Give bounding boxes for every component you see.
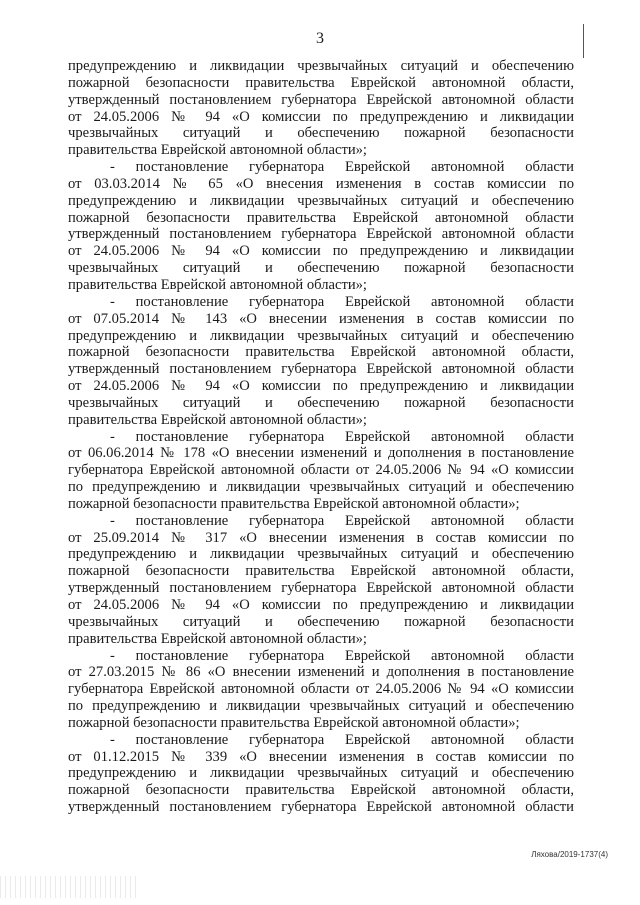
text-line: губернатора Еврейской автономной области от 24.05.2006 № 94 «О комиссии <box>68 681 574 698</box>
text-line: чрезвычайных ситуаций и обеспечению пожарной безопасности <box>68 125 574 142</box>
text-line: пожарной безопасности правительства Еврейской автономной области»; <box>68 714 520 731</box>
text-line: предупреждению и ликвидации чрезвычайных ситуаций и обеспечению <box>68 765 574 782</box>
margin-mark <box>583 24 584 58</box>
text-line: правительства Еврейской автономной области»; <box>68 276 367 293</box>
text-line: по предупреждению и ликвидации чрезвычайных ситуаций и обеспечению <box>68 698 574 715</box>
text-line: - постановление губернатора Еврейской автономной области <box>110 647 574 664</box>
text-line: от 03.03.2014 № 65 «О внесения изменения в состав комиссии по <box>68 175 574 192</box>
page-number: 3 <box>316 30 324 47</box>
text-line: предупреждению и ликвидации чрезвычайных ситуаций и обеспечению <box>68 546 574 563</box>
text-line: пожарной безопасности правительства Еврейской автономной области <box>68 209 574 226</box>
text-line: пожарной безопасности правительства Еврейской автономной области, <box>68 74 574 91</box>
text-line: утвержденный постановлением губернатора Еврейской автономной области <box>68 580 574 597</box>
text-line: губернатора Еврейской автономной области от 24.05.2006 № 94 «О комиссии <box>68 462 574 479</box>
text-line: пожарной безопасности правительства Еврейской автономной области»; <box>68 495 520 512</box>
text-line: от 24.05.2006 № 94 «О комиссии по предупреждению и ликвидации <box>68 597 574 613</box>
text-line: предупреждению и ликвидации чрезвычайных ситуаций и обеспечению <box>68 192 574 209</box>
text-line: чрезвычайных ситуаций и обеспечению пожарной безопасности <box>68 260 574 277</box>
text-line: чрезвычайных ситуаций и обеспечению пожарной безопасности <box>68 394 574 411</box>
text-line: от 24.05.2006 № 94 «О комиссии по предупреждению и ликвидации <box>68 378 574 395</box>
text-line: утвержденный постановлением губернатора Еврейской автономной области <box>68 361 574 378</box>
text-line: - постановление губернатора Еврейской автономной области <box>110 293 574 310</box>
text-line: от 07.05.2014 № 143 «О внесении изменения в состав комиссии по <box>68 310 574 327</box>
text-line: - постановление губернатора Еврейской автономной области <box>110 512 574 529</box>
text-line: правительства Еврейской автономной области»; <box>68 630 367 647</box>
text-line: правительства Еврейской автономной области»; <box>68 142 367 159</box>
text-line: предупреждению и ликвидации чрезвычайных ситуаций и обеспечению <box>68 327 574 344</box>
text-line: от 01.12.2015 № 339 «О внесении изменения в состав комиссии по <box>68 748 574 765</box>
text-line: предупреждению и ликвидации чрезвычайных ситуаций и обеспечению <box>68 58 574 74</box>
text-line: от 24.05.2006 № 94 «О комиссии по предупреждению и ликвидации <box>68 108 574 125</box>
text-line: пожарной безопасности правительства Еврейской автономной области, <box>68 563 574 580</box>
text-line: - постановление губернатора Еврейской автономной области <box>110 428 574 445</box>
text-line: пожарной безопасности правительства Еврейской автономной области, <box>68 782 574 799</box>
text-line: по предупреждению и ликвидации чрезвычайных ситуаций и обеспечению <box>68 479 574 496</box>
text-line: утвержденный постановлением губернатора Еврейской автономной области <box>68 226 574 243</box>
text-line: утвержденный постановлением губернатора Еврейской автономной области <box>68 799 574 816</box>
text-line: утвержденный постановлением губернатора Еврейской автономной области <box>68 91 574 108</box>
document-footer-code: Ляхова/2019-1737(4) <box>531 850 608 859</box>
scan-artifact <box>0 876 140 898</box>
text-line: - постановление губернатора Еврейской автономной области <box>110 731 574 748</box>
text-line: чрезвычайных ситуаций и обеспечению пожарной безопасности <box>68 613 574 630</box>
document-body <box>68 58 574 816</box>
text-line: правительства Еврейской автономной области»; <box>68 411 367 428</box>
text-line: - постановление губернатора Еврейской автономной области <box>110 159 574 176</box>
text-line: от 24.05.2006 № 94 «О комиссии по предупреждению и ликвидации <box>68 243 574 260</box>
text-line: пожарной безопасности правительства Еврейской автономной области, <box>68 344 574 361</box>
text-line: от 06.06.2014 № 178 «О внесении изменений и дополнения в постановление <box>68 445 574 462</box>
text-line: от 27.03.2015 № 86 «О внесении изменений и дополнения в постановление <box>68 664 574 681</box>
text-line: от 25.09.2014 № 317 «О внесении изменения в состав комиссии по <box>68 529 574 546</box>
